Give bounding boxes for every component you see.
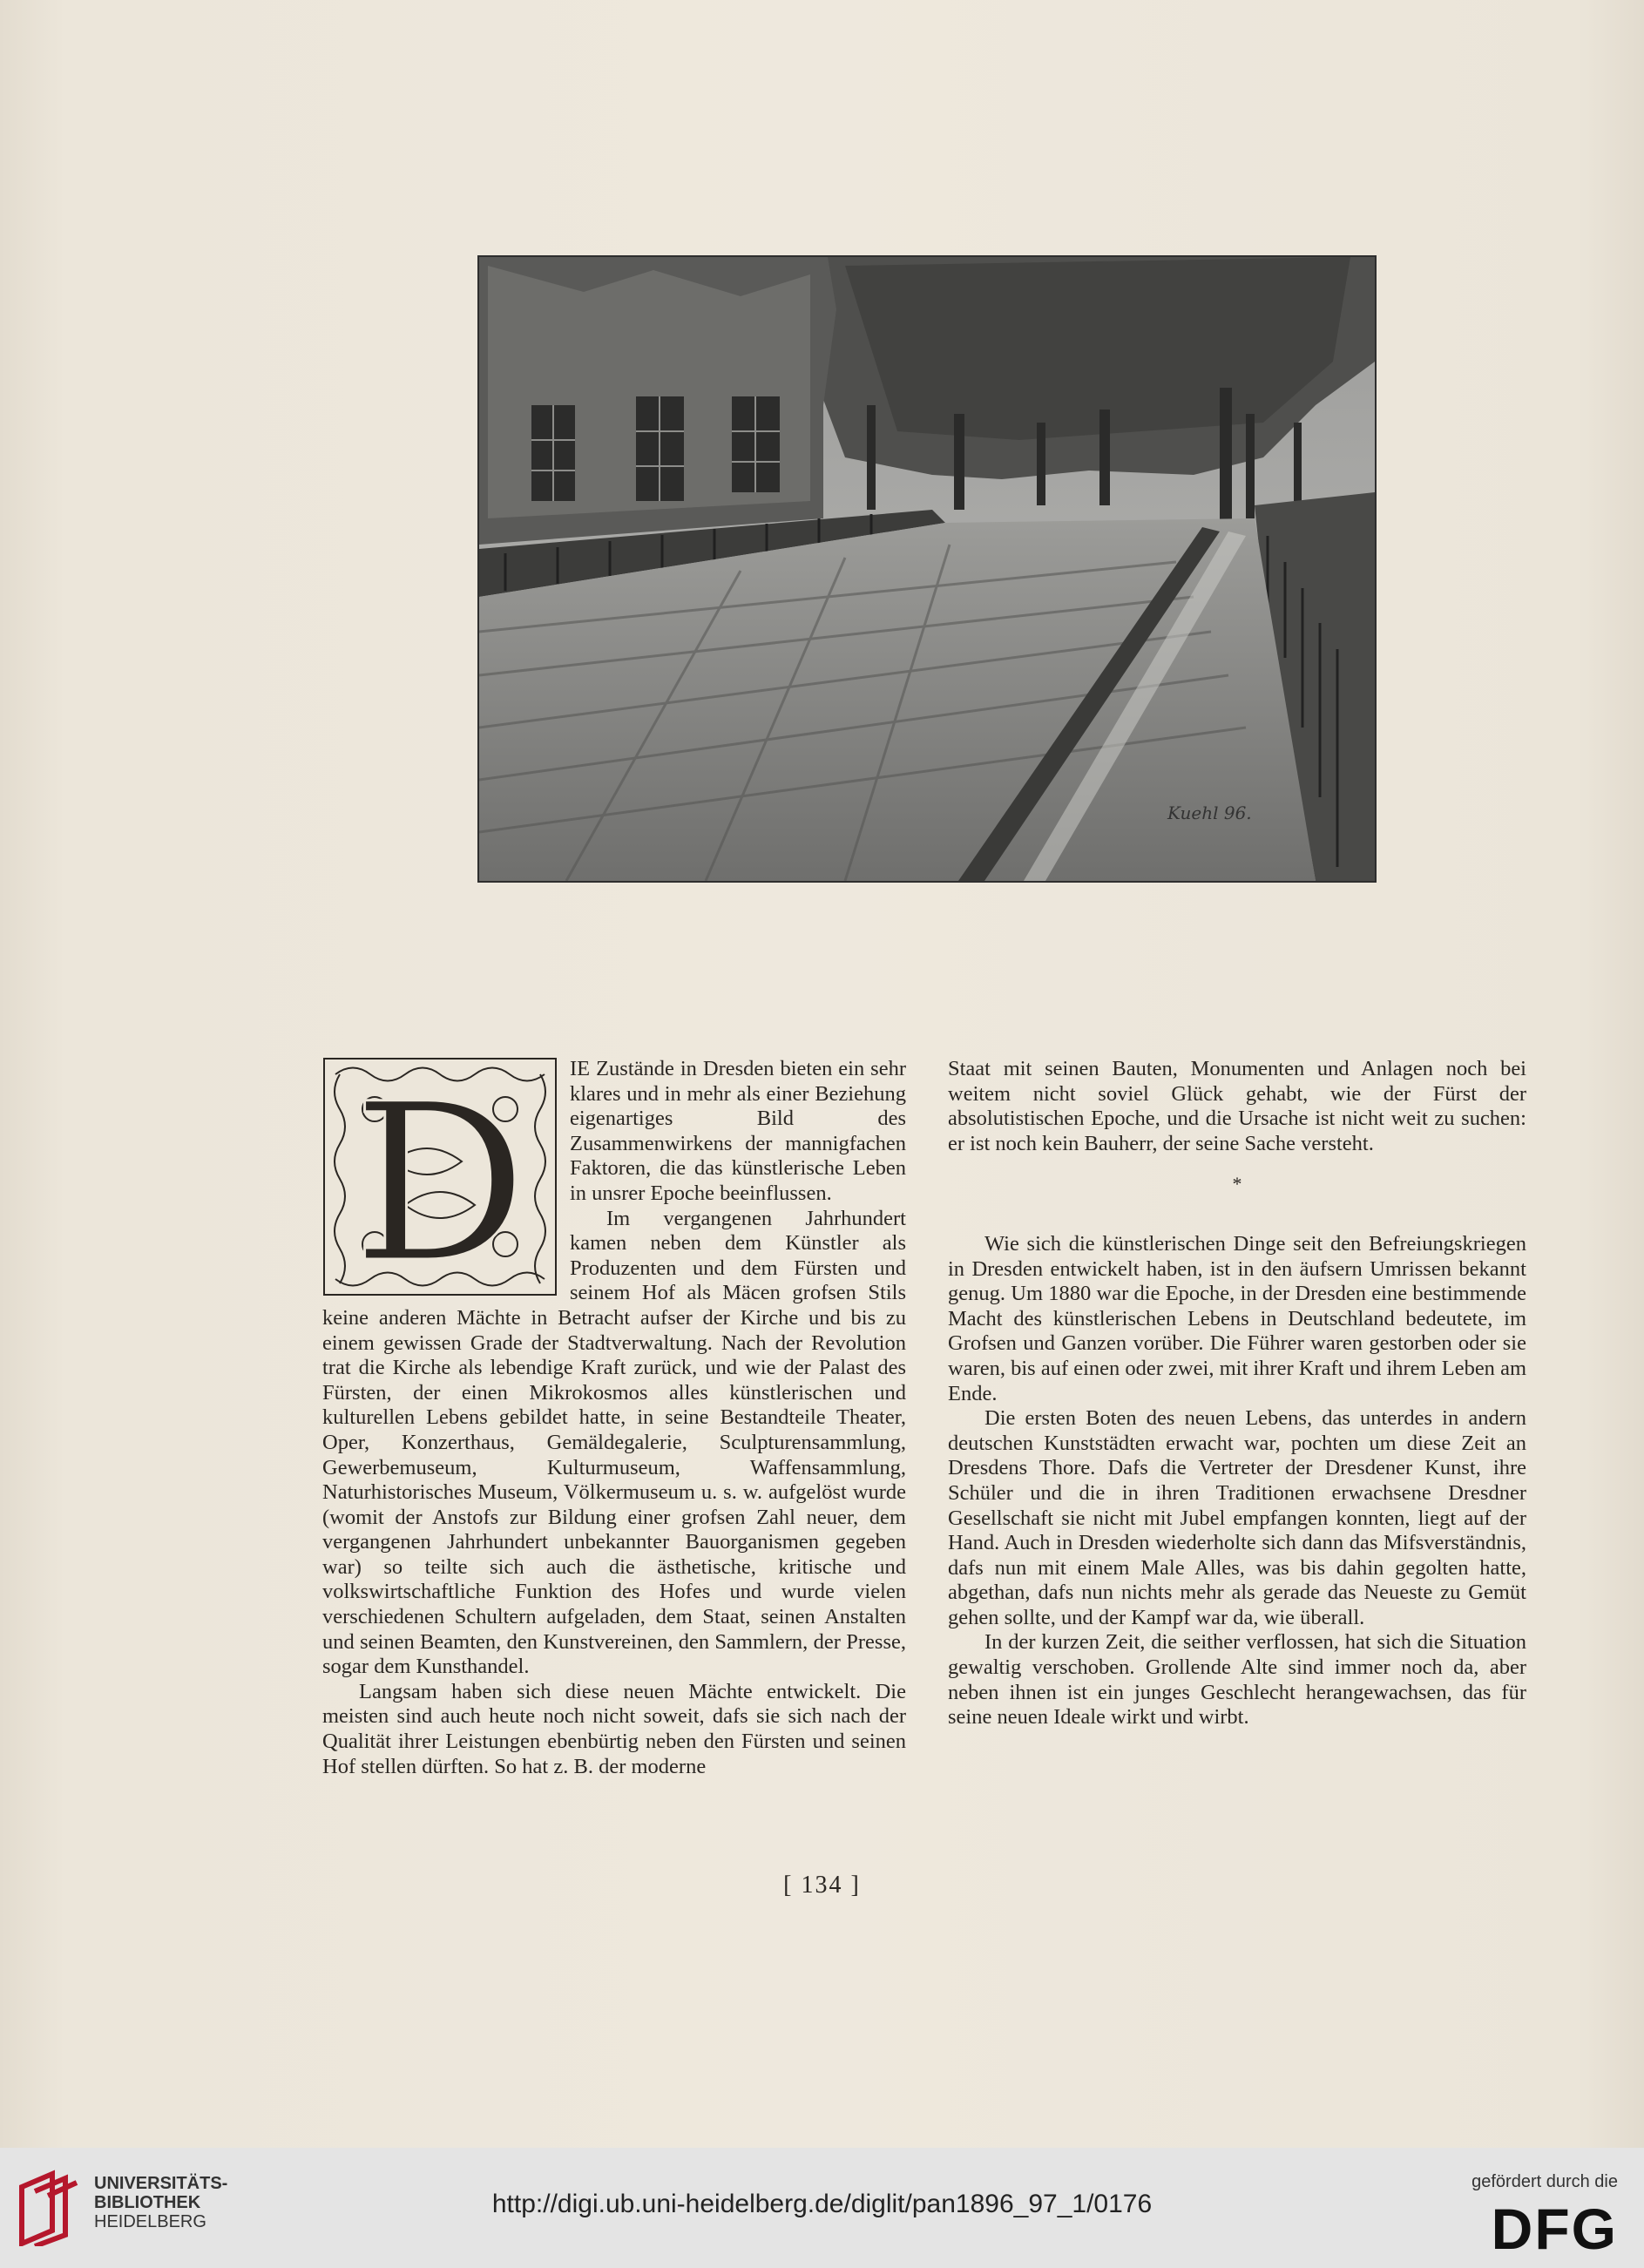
paragraph-4: Staat mit seinen Bauten, Monumenten und Anlagen noch bei weitem nicht soviel Glück gehabt, wie der Fürst der absolutistischen Epoche, und die Ursache ist nicht weit zu suchen: er ist noch kein Bauherr, der seine Sache versteht. — [948, 1057, 1526, 1155]
funding-label: gefördert durch die — [1471, 2172, 1618, 2191]
right-text-column — [948, 1057, 1526, 1730]
paragraph-1: IE Zustände in Dresden bieten ein sehr klares und in mehr als einer Beziehung eigenartiges Bild des Zusammenwirkens der mannigfachen Faktoren, die das künstlerische Leben in unsrer Epoche beeinflussen. — [570, 1057, 906, 1205]
paragraph-5: Wie sich die künstlerischen Dinge seit den Befreiungskriegen in Dresden entwickelt haben, ist in den äufsern Umrissen bekannt genug. Um 1880 war die Epoche, in der Dresden eine bestimmende Macht des künstlerischen Lebens in Deutschland bedeutete, im Grofsen und Ganzen vorüber. Die Führer waren gestorben oder sie waren, bis auf einen oder zwei, mit ihrer Kraft und ihrem Leben am Ende. — [948, 1231, 1526, 1405]
left-text-column — [322, 1057, 906, 1779]
initial-letter: D — [352, 1057, 528, 1296]
charcoal-drawing-zwinger — [477, 255, 1377, 883]
artist-signature: Kuehl 96. — [1167, 802, 1252, 823]
page-number: [ 134 ] — [783, 1872, 861, 1899]
library-line-1: UNIVERSITÄTS- — [94, 2174, 228, 2193]
paragraph-6: Die ersten Boten des neuen Lebens, das unterdes in andern deutschen Kunststädten erwacht war, pochten um diese Zeit an Dresdens Thore. Dafs die Vertreter der Dresdener Kunst, ihre Schüler und die in ihren Traditionen erwachsene Dresdner Gesellschaft sie nicht mit Jubel empfangen konnten, liegt auf der Hand. Auch in Dresden wiederholte sich dann das Mifsverständnis, dafs nun mit einem Male Alles, was bis dahin gegolten hatte, abgethan, dafs nun nichts mehr als gerade das Neueste zu Gemüt gehen sollte, und der Kampf war da, wie überall. — [948, 1406, 1526, 1629]
paragraph-2: Im vergangenen Jahrhundert kamen neben dem Künstler als Produzenten und dem Fürsten und seinem Hof als Mäcen grofsen Stils keine anderen Mächte in Betracht aufser der Kirche und bis zu einem gewissen Grade der Stadtverwaltung. Nach der Revolution trat die Kirche als lebendige Kraft zurück, und wie der Palast des Fürsten, der einen Mikrokosmos alles künstlerischen und kulturellen Lebens gebildet hatte, in seine Bestandteile Theater, Oper, Konzerthaus, Gemäldegalerie, Sculpturensammlung, Gewerbemuseum, Kulturmuseum, Waffensammlung, Naturhistorisches Museum, Völkermuseum u. s. w. aufgelöst wurde (womit der Anstofs zur Bildung einer grofsen Zahl neuer, dem vergangenen Jahrhundert unbekannter Bauorganismen gegeben war) so teilte sich auch die ästhetische, kritische und volkswirtschaftliche Funktion des Hofes und wurde vielen verschiedenen Schultern aufgeladen, dem Staat, seinen Anstalten und seinen Beamten, den Kunstvereinen, den Sammlern, der Presse, sogar dem Kunsthandel. — [322, 1206, 906, 1679]
paragraph-3: Langsam haben sich diese neuen Mächte entwickelt. Die meisten sind auch heute noch nicht soweit, dafs sie sich nach der Qualität ihrer Leistungen ebenbürtig neben den Fürsten und seinen Hof stellen dürften. So hat z. B. der moderne — [322, 1679, 906, 1778]
library-line-3: HEIDELBERG — [94, 2212, 206, 2231]
section-asterism: * — [1232, 1173, 1242, 1195]
paragraph-7: In der kurzen Zeit, die seither verflossen, hat sich die Situation gewaltig verschoben. Grollende Alte sind immer noch da, aber neben ihnen ist ein junges Geschlecht herangewachsen, das für seine neuen Ideale wirkt und wirbt. — [948, 1630, 1526, 1730]
digitization-footer — [0, 2148, 1644, 2268]
dfg-logo: DFG — [1491, 2197, 1618, 2261]
permalink-url[interactable]: http://digi.ub.uni-heidelberg.de/diglit/pan1896_97_1/0176 — [491, 2190, 1153, 2218]
library-line-2: BIBLIOTHEK — [94, 2193, 201, 2212]
ornamental-initial-d — [322, 1057, 558, 1296]
